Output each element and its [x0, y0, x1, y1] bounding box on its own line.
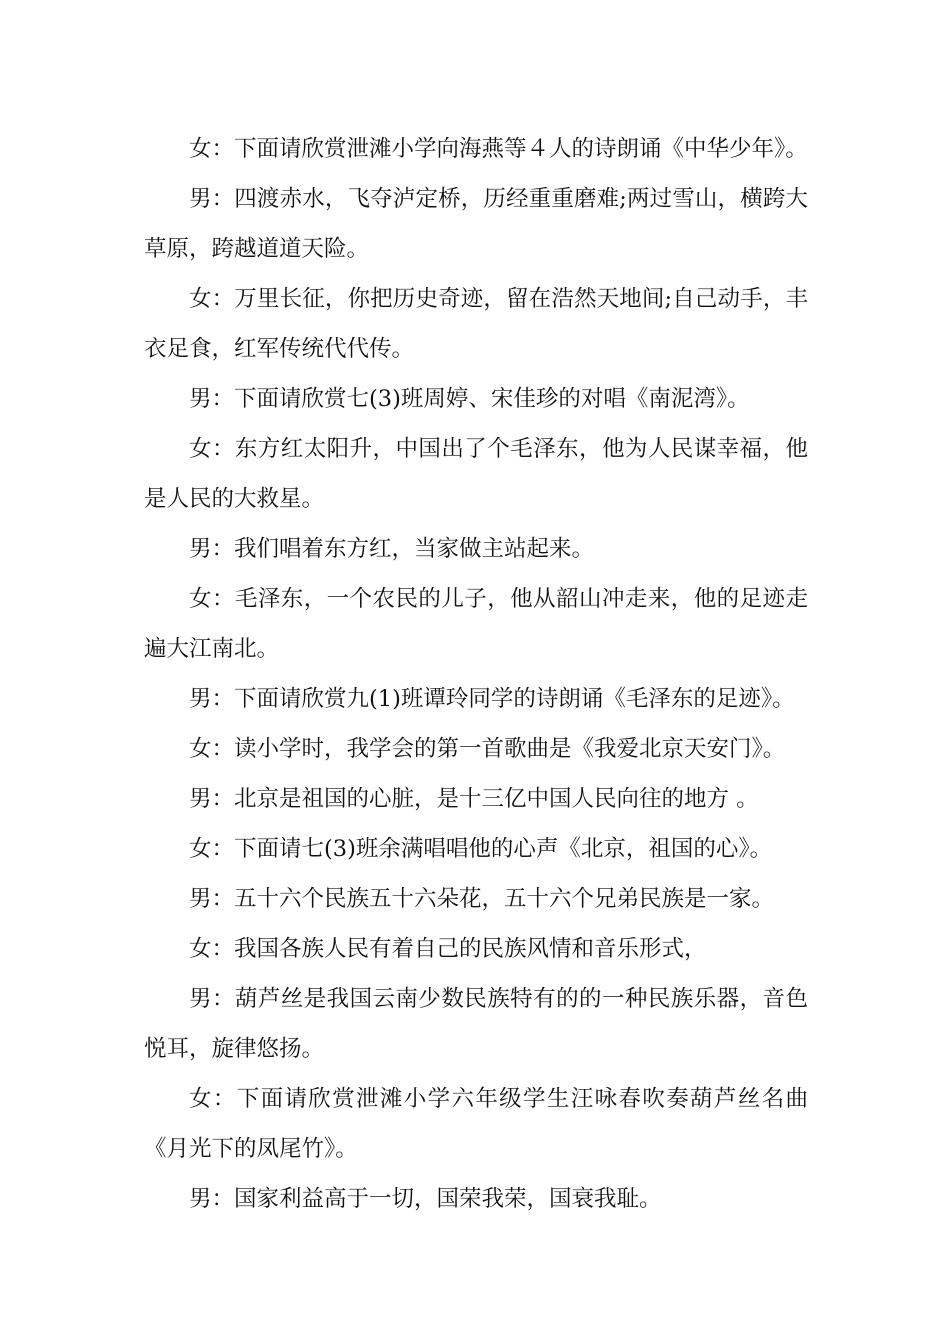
paragraph: 男：四渡赤水，飞夺泸定桥，历经重重磨难;两过雪山，横跨大草原，跨越道道天险。 [144, 186, 808, 262]
paragraph: 男：下面请欣赏九(1)班谭玲同学的诗朗诵《毛泽东的足迹》。 [189, 686, 795, 712]
paragraph: 女：读小学时，我学会的第一首歌曲是《我爱北京天安门》。 [189, 736, 786, 762]
paragraph: 女：万里长征，你把历史奇迹，留在浩然天地间;自己动手，丰衣足食，红军传统代代传。 [144, 286, 808, 362]
paragraph: 男：葫芦丝是我国云南少数民族特有的的一种民族乐器，音色悦耳，旋律悠扬。 [144, 986, 808, 1062]
paragraph: 女：毛泽东，一个农民的儿子，他从韶山冲走来，他的足迹走遍大江南北。 [144, 586, 808, 662]
paragraph: 男：五十六个民族五十六朵花，五十六个兄弟民族是一家。 [189, 886, 775, 912]
paragraph: 男：下面请欣赏七(3)班周婷、宋佳珍的对唱《南泥湾》。 [189, 386, 750, 412]
paragraph: 男：国家利益高于一切，国荣我荣，国衰我耻。 [189, 1186, 662, 1212]
paragraph: 女：我国各族人民有着自己的民族风情和音乐形式， [189, 936, 707, 962]
paragraph: 女：下面请欣赏泄滩小学六年级学生汪咏春吹奏葫芦丝名曲《月光下的凤尾竹》。 [144, 1086, 808, 1162]
document-body [144, 124, 808, 1224]
paragraph: 男：北京是祖国的心脏，是十三亿中国人民向往的地方 。 [189, 786, 759, 812]
paragraph: 女：下面请七(3)班余满唱唱他的心声《北京，祖国的心》。 [189, 836, 773, 862]
paragraph: 女：东方红太阳升，中国出了个毛泽东，他为人民谋幸福，他是人民的大救星。 [144, 436, 808, 512]
paragraph: 女：下面请欣赏泄滩小学向海燕等４人的诗朗诵《中华少年》。 [189, 136, 808, 162]
paragraph: 男：我们唱着东方红，当家做主站起来。 [189, 536, 595, 562]
